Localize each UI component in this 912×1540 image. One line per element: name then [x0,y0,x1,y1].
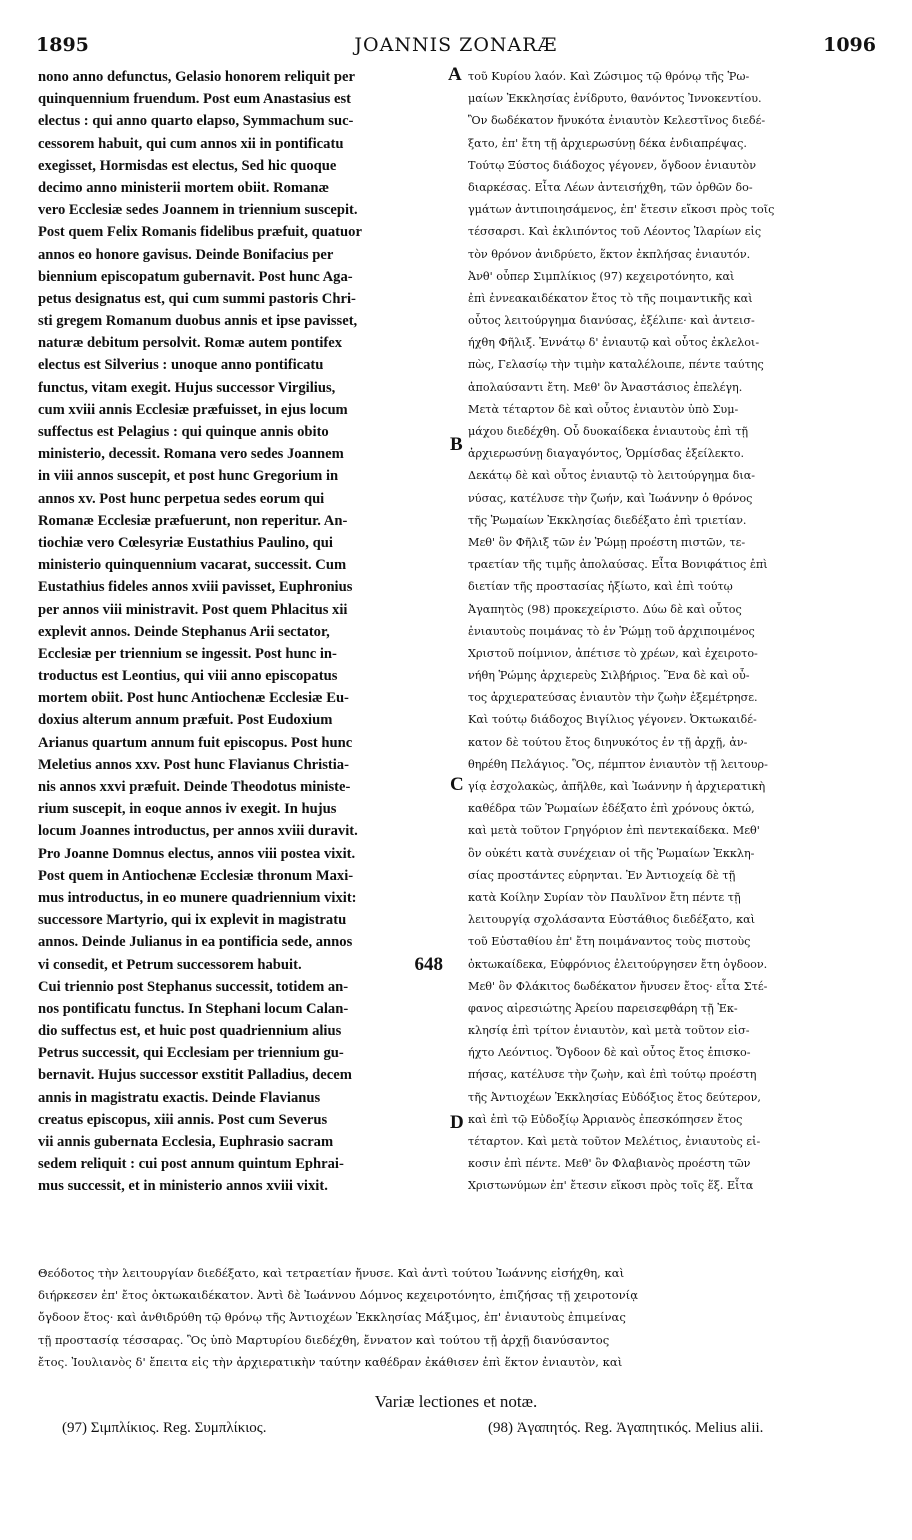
greek-text-line: Ὃν δωδέκατον ἤνυκότα ἐνιαυτὸν Κελεστῖνος διεδέ- [468,114,766,128]
latin-text-line: nis annos xxvi præfuit. Deinde Theodotus ministe- [38,779,351,795]
running-title: JOANNIS ZONARÆ [354,34,558,56]
greek-text-line: ήχτο Λεόντιος. Ὄγδοον δὲ καὶ οὗτος ἔτος ἐπισκο- [468,1046,751,1060]
latin-text-line: cum xviii annis Ecclesiæ præfuisset, in ejus locum [38,401,348,418]
latin-text-line: Cui triennio post Stephanus successit, totidem an- [38,978,349,995]
latin-text-line-text: vi consedit, et Petrum successorem habuit. [38,956,302,973]
greek-text-line: Καὶ τούτῳ διάδοχος Βιγίλιος γέγονεν. Ὀκτωκαιδέ- [468,713,757,727]
latin-text-line: Post quem in Antiochenæ Ecclesiæ thronum Maxi- [38,867,354,884]
greek-text-line: διετίαν τῆς προστασίας ἠξίωτο, καὶ ἐπὶ τούτῳ [468,580,733,594]
greek-full-line: διήρκεσεν ἐπ' ἔτος ὀκτωκαιδέκατον. Ἀντὶ δὲ Ἰωάννου Δόμνος κεχειροτόνητο, ἐπιζήσας τῇ χειροτονίᾳ [38,1288,639,1303]
latin-text-line: annos xv. Post hunc perpetua sedes eorum qui [38,490,325,507]
latin-text-line: locum Joannes introductus, per annos xviii duravit. [38,823,358,840]
greek-column [468,66,880,1198]
latin-text-line: nono anno defunctus, Gelasio honorem reliquit per [38,69,355,85]
greek-text-line: ὀκτωκαίδεκα, Εὐφρόνιος ἐλειτούργησεν ἔτη ὀγδοον. [468,957,768,971]
greek-text-line: τοῦ Εὐσταθίου ἐπ' ἔτη ποιμάναντος τοὺς πιστοὺς [468,935,751,949]
latin-text-line: creatus episcopus, xiii annis. Post cum Severus [38,1111,328,1128]
greek-text-line: Μετὰ τέταρτον δὲ καὶ οὗτος ἐνιαυτὸν ὑπὸ Συμ- [468,402,739,416]
latin-text-line: exegisset, Hormisdas est electus, Sed hic quoque [38,157,337,174]
note-98: (98) Ἀγαπητός. Reg. Ἀγαπητικός. Melius alii. [488,1420,764,1436]
greek-text-line: σίας προστάντες εὑρηνται. Ἐν Ἀντιοχείᾳ δὲ τῇ [468,868,736,882]
latin-text-line: electus : qui anno quarto elapso, Symmachum suc- [38,113,354,130]
latin-text-line: vero Ecclesiæ sedes Joannem in triennium suscepit. [38,202,358,219]
greek-text-line: φανος αἱρεσιώτης Ἀρείου παρεισεφθάρη τῇ Ἐκ- [468,1001,738,1015]
latin-text-line: rium suscepit, in eoque annos iv exegit. In hujus [38,801,337,818]
latin-text-line: functus, vitam exegit. Hujus successor Virgilius, [38,379,336,396]
section-marker-a: A [448,64,462,85]
latin-text-line: mortem obiit. Post hunc Antiochenæ Ecclesiæ Eu- [38,690,349,707]
greek-text-line: τοῦ Κυρίου λαόν. Καὶ Ζώσιμος τῷ θρόνῳ τῆς Ῥω- [468,70,750,83]
greek-text-line: Τούτῳ Ξύστος διάδοχος γέγονεν, ὄγδοον ἐνιαυτὸν [468,158,757,172]
greek-text-line: ἀρχιερωσύνῃ διαγαγόντος, Ὁρμίσδας ἐξείλεκτο. [468,447,745,461]
latin-text-line: nos pontificatu functus. In Stephani locum Calan- [38,1000,349,1017]
latin-text-line: Meletius annos xxv. Post hunc Flavianus Christia- [38,756,349,773]
greek-full-line: τῇ προστασίᾳ τέσσαρας. Ὃς ὑπὸ Μαρτυρίου διεδέχθη, ἔννατον καὶ τούτου τῇ ἀρχῇ διανύσαντος [38,1332,610,1347]
greek-text-line: Μεθ' ὃν Φλάκιτος δωδέκατον ἤνυσεν ἔτος· εἶτα Στέ- [468,979,768,993]
greek-text-line: λειτουργίᾳ σχολάσαντα Εὐστάθιος διεδέξατο, καὶ [468,913,756,927]
greek-text-line: νήθη Ῥώμης ἀρχιερεὺς Σιλβήριος. Ἕνα δὲ καὶ οὗ- [468,669,750,683]
latin-text-line: annos. Deinde Julianus in ea pontificia sede, annos [38,934,353,951]
greek-text-line: κατον δὲ τούτου ἔτος διηνυκότος ἐν τῇ ἀρχῇ, ἀν- [468,735,748,749]
latin-text-line: troductus est Leontius, qui viii anno episcopatus [38,668,338,685]
greek-text-line: ἀπολαύσαντι ἔτη. Μεθ' ὃν Ἀναστάσιος ἐπελέγη. [468,380,743,394]
latin-text-line: explevit annos. Deinde Stephanus Arii sectator, [38,623,330,640]
greek-text-line: τέταρτον. Καὶ μετὰ τοῦτον Μελέτιος, ἐνιαυτοὺς εἰ- [468,1135,761,1148]
page-number-left: 1895 [36,34,89,56]
greek-text-line: μάχου διεδέχθη. Οὗ δυοκαίδεκα ἐνιαυτοὺς ἐπὶ τῇ [468,425,749,438]
greek-text-line: γμάτων ἀντιποιησάμενος, ἐπ' ἔτεσιν εἴκοσι πρὸς τοῖς [468,203,775,217]
latin-text-line: Post quem Felix Romanis fidelibus præfuit, quatuor [38,224,362,241]
greek-text-line: Ἀνθ' οὗπερ Σιμπλίκιος (97) κεχειροτόνητο, καὶ [468,269,735,283]
greek-text-line: Χριστωνύμων ἐπ' ἔτεσιν εἴκοσι πρὸς τοῖς ἕξ. Εἶτα [468,1179,754,1193]
latin-text-line: decimo anno ministerii mortem obiit. Romanæ [38,179,330,196]
greek-text-line: διαρκέσας. Εἶτα Λέων ἀντεισήχθη, τῶν ὀρθῶν δο- [468,180,753,194]
latin-text-line: mus successit, et in ministerio annos xviii vixit. [38,1178,328,1195]
greek-text-line: ήχθη Φῆλιξ. Ἐννάτῳ δ' ἐνιαυτῷ καὶ οὗτος ἐκλελοι- [468,336,760,350]
latin-text-line: ministerio, decessit. Romana vero sedes Joannem [38,446,344,463]
greek-text-line: Ἀγαπητὸς (98) προκεχείριστο. Δύω δὲ καὶ οὗτος [468,602,742,616]
greek-text-line: πὼς, Γελασίῳ τὴν τιμὴν καταλέλοιπε, πέντε ταύτης [468,358,764,372]
greek-full-line: Θεόδοτος τὴν λειτουργίαν διεδέξατο, καὶ τετραετίαν ἤνυσε. Καὶ ἀντὶ τούτου Ἰωάννης εἰσήχθη, καὶ [38,1266,625,1280]
latin-text-line [38,954,443,976]
latin-text-line: cessorem habuit, qui cum annos xii in pontificatu [38,135,344,152]
greek-text-line: Δεκάτῳ δὲ καὶ οὗτος ἐνιαυτῷ τὸ λειτούργημα δια- [468,469,756,483]
greek-text-line: μαίων Ἐκκλησίας ἐνίδρυτο, θανόντος Ἰννοκεντίου. [468,92,762,106]
section-marker-d: D [450,1112,464,1133]
notes-heading: Variæ lectiones et notæ. [374,1392,538,1411]
section-marker-b: B [450,434,463,455]
latin-text-line: tiochiæ vero Cœlesyriæ Eustathius Paulino, qui [38,534,333,551]
latin-text-line: sti gregem Romanum duobus annis et ipse pavisset, [38,313,358,330]
greek-text-line: τος ἀρχιερατεύσας ἐνιαυτὸν τὴν ζωὴν ἐξεμέτρησε. [468,691,758,705]
latin-text-line: in viii annos suscepit, et post hunc Gregorium in [38,468,339,485]
latin-text-line: petus designatus est, qui cum summi pastoris Chri- [38,290,356,307]
greek-full-width-text [38,1262,876,1373]
greek-text-line: κατὰ Κοίλην Συρίαν τὸν Παυλῖνον ἔτη πέντε τῇ [468,890,741,904]
latin-text-line: annis in magistratu exactis. Deinde Flavianus [38,1089,321,1106]
latin-text-line: quinquennium fruendum. Post eum Anastasius est [38,91,352,108]
greek-text-line: Χριστοῦ ποίμνιον, ἀπέτισε τὸ χρέων, καὶ ἐχειροτο- [468,646,758,660]
greek-text-line: κοσιν ἐπὶ πέντε. Μεθ' ὃν Φλαβιανὸς προέστη τῶν [468,1157,751,1171]
greek-text-line: τέσσαρσι. Καὶ ἐκλιπόντος τοῦ Λέοντος Ἱλαρίων εἰς [468,225,762,239]
greek-text-line: καὶ μετὰ τοῦτον Γρηγόριον ἐπὶ πεντεκαίδεκα. Μεθ' [468,824,760,838]
greek-text-line: πήσας, κατέλυσε τὴν ζωὴν, καὶ ἐπὶ τούτῳ προέστη [468,1068,757,1082]
latin-text-line: Eustathius fideles annos xviii pavisset, Euphronius [38,579,353,596]
latin-text-line: dio suffectus est, et huic post quadriennium alius [38,1023,342,1040]
greek-text-line: ἐπὶ ἐννεακαιδέκατον ἔτος τὸ τῆς ποιμαντικῆς καὶ [468,291,753,305]
latin-text-line: sedem reliquit : cui post annum quintum Ephrai- [38,1156,344,1173]
latin-text-line: doxius alterum annum præfuit. Post Eudoxium [38,712,333,729]
latin-text-line: naturæ debitum persolvit. Romæ autem pontifex [38,335,343,352]
greek-full-line: ἔτος. Ἰουλιανὸς δ' ἔπειτα εἰς τὴν ἀρχιερατικὴν ταύτην καθέδραν ἐκάθισεν ἐπὶ ἕκτον ἐνιαυτὸν, καὶ [38,1354,623,1369]
latin-text-line: ministerio quinquennium vacarat, successit. Cum [38,557,347,574]
latin-text-line: successore Martyrio, qui ix explevit in magistratu [38,912,347,929]
greek-text-line: καὶ ἐπὶ τῷ Εὐδοξίῳ Ἀρριανὸς ἐπεσκόπησεν ἔτος [468,1112,743,1126]
page-header [36,34,876,64]
greek-text-line: ὃν οὐκέτι κατὰ συνέχειαν οἱ τῆς Ῥωμαίων Ἐκκλη- [468,846,755,860]
greek-text-line: νύσας, κατέλυσε τὴν ζωήν, καὶ Ἰωάννην ὁ θρόνος [468,491,753,505]
greek-text-line: ξατο, ἐπ' ἔτη τῇ ἀρχιερωσύνῃ δέκα ἐνδιαπρέψας. [468,136,747,150]
greek-text-line: τὸν θρόνον ἀνιδρύετο, ἕκτον ἐκπλήσας ἐνιαυτόν. [468,247,751,261]
greek-text-line: κλησίᾳ ἐπὶ τρίτον ἐνιαυτὸν, καὶ μετὰ τοῦτον εἰσ- [468,1024,750,1038]
greek-text-line: καθέδρα τῶν Ῥωμαίων ἐδέξατο ἐπὶ χρόνους ὀκτώ, [468,802,755,816]
latin-text-line: electus est Silverius : unoque anno pontificatu [38,357,324,374]
greek-full-line: ὄγδοον ἔτος· καὶ ἀνθιδρύθη τῷ θρόνῳ τῆς Ἀντιοχέων Ἐκκλησίας Μάξιμος, ἐπ' ἐνιαυτοὺς ἐπιμείνας [38,1310,626,1325]
latin-text-line: suffectus est Pelagius : qui quinque annis obito [38,424,329,440]
greek-text-line: τῆς Ἀντιοχέων Ἐκκλησίας Εὐδόξιος ἔτος δεύτερον, [468,1090,761,1104]
column-number: 648 [414,953,443,975]
latin-text-line: Petrus successit, qui Ecclesiam per triennium gu- [38,1045,344,1062]
greek-text-line: τραετίαν τῆς τιμῆς ἀπολαύσας. Εἶτα Βονιφάτιος ἐπὶ [468,558,768,572]
latin-text-line: Romanæ Ecclesiæ præfuerunt, non reperitur. An- [38,512,348,529]
latin-text-line: bernavit. Hujus successor exstitit Palladius, decem [38,1067,352,1084]
greek-text-line: Μεθ' ὃν Φῆλιξ τῶν ἐν Ῥώμῃ προέστη πιστῶν, τε- [468,535,746,549]
latin-text-line: biennium episcopatum gubernavit. Post hunc Aga- [38,268,353,285]
latin-text-line: Arianus quartum annum fuit episcopus. Post hunc [38,734,353,751]
greek-text-line: οὗτος λειτούργημα διανύσας, ἐξέλιπε· καὶ ἀντεισ- [468,314,755,328]
latin-text-line: per annos viii ministravit. Post quem Phlacitus xii [38,601,348,618]
note-97: (97) Σιμπλίκιος. Reg. Συμπλίκιος. [62,1420,267,1436]
greek-text-line: τῆς Ῥωμαίων Ἐκκλησίας διεδέξατο ἐπὶ τριετίαν. [468,513,747,527]
section-marker-c: C [450,774,464,795]
greek-text-line: γίᾳ ἐσχολακὼς, ἀπῆλθε, καὶ Ἰωάννην ἡ ἀρχιερατικὴ [468,780,766,793]
greek-text-line: θηρέθη Πελάγιος. Ὃς, πέμπτον ἐνιαυτὸν τῇ λειτουρ- [468,757,768,771]
latin-text-line: mus introductus, in eo munere quadriennium vixit: [38,889,357,906]
latin-column [38,66,443,1198]
latin-text-line: Pro Joanne Domnus electus, annos viii postea vixit. [38,845,356,862]
greek-text-line: ἐνιαυτοὺς ποιμάνας τὸ ἐν Ῥώμῃ τοῦ ἀρχιποιμένος [468,624,755,638]
latin-text-line: vii annis gubernata Ecclesia, Euphrasio sacram [38,1134,334,1150]
page-number-right: 1096 [823,34,876,56]
latin-text-line: annos eo honore gavisus. Deinde Bonifacius per [38,246,334,263]
latin-text-line: Ecclesiæ per triennium se ingessit. Post hunc in- [38,645,337,662]
